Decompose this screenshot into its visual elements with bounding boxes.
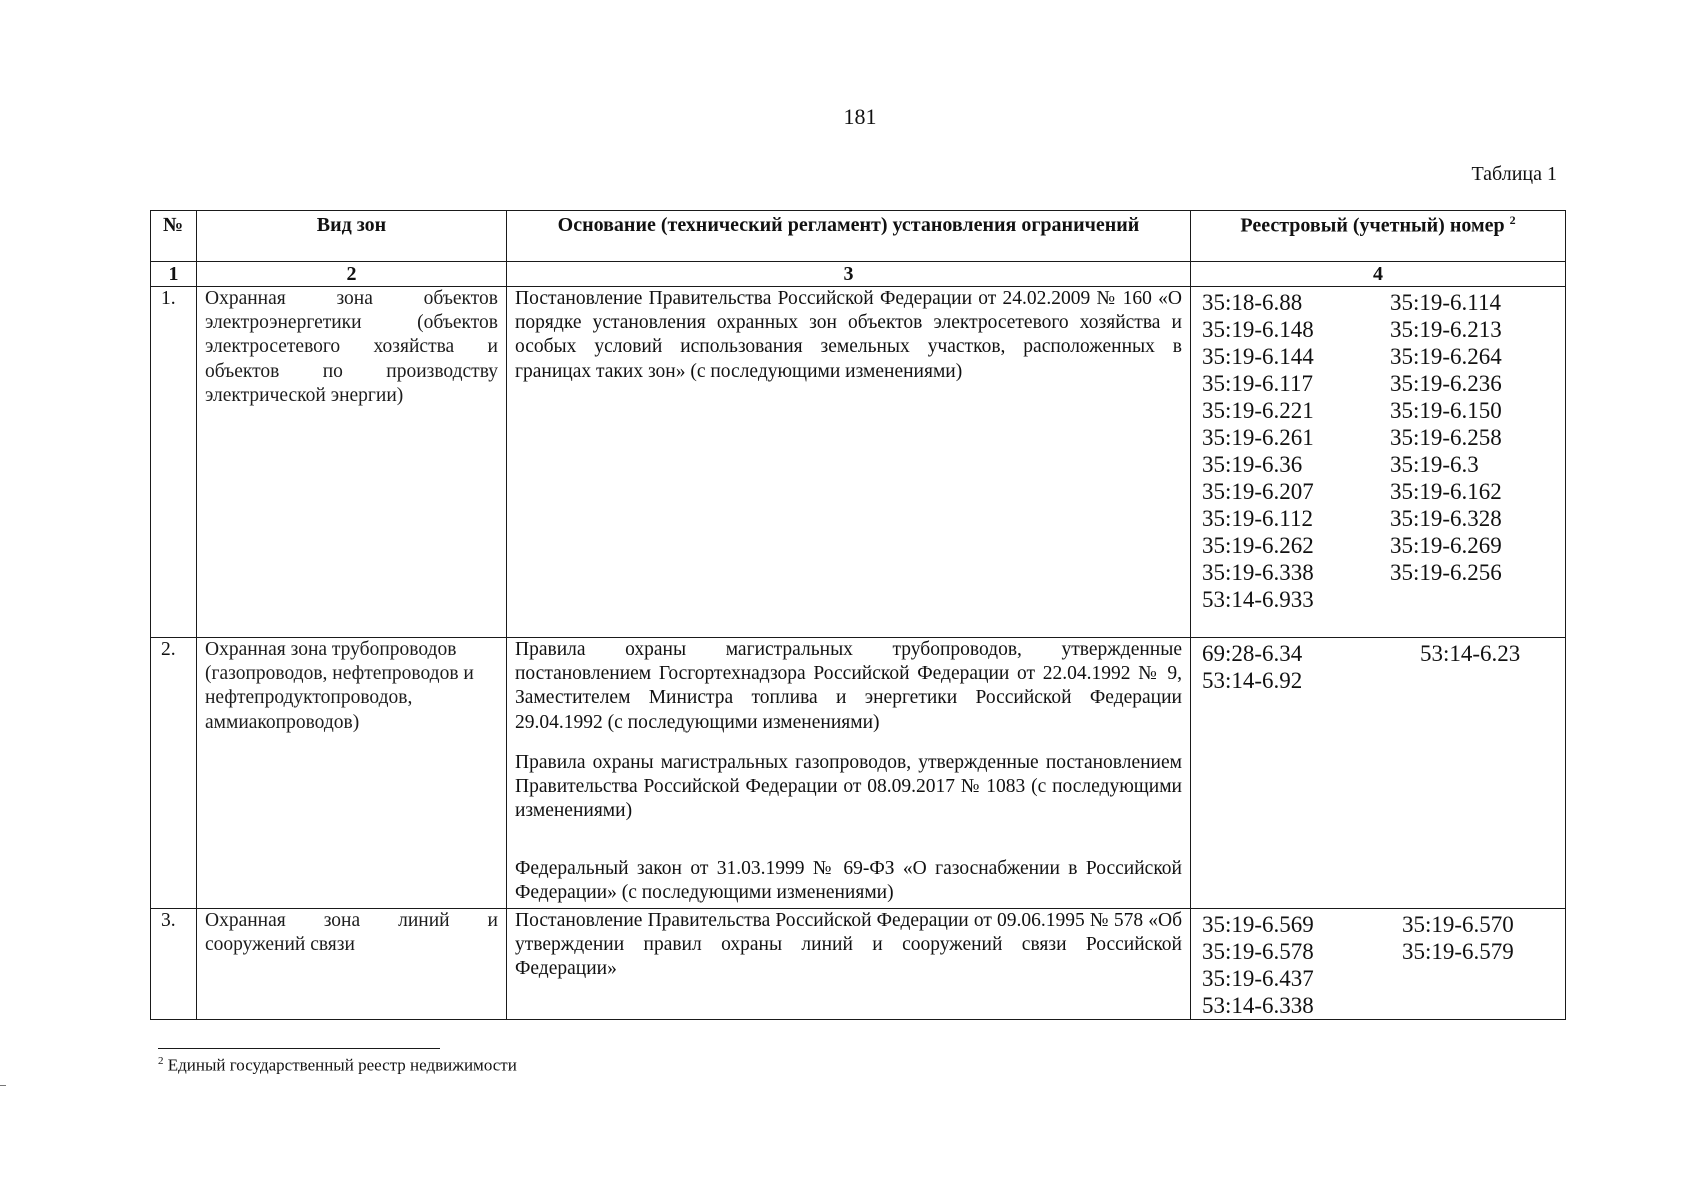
registry-number: 69:28-6.34 [1202,641,1303,666]
basis-paragraph: Постановление Правительства Российской Федерации от 24.02.2009 № 160 «О порядке установления охранных зон объектов электросетевого хозяйства и особых условий использования земельных участков, расположенных в границах таких зон» (с последующими изменениями) [515,288,1182,382]
column-index-1: 1 [151,262,197,287]
basis-cell [507,909,1191,1020]
registry-number [1420,667,1557,694]
footnote-divider [158,1048,440,1049]
registry-number: 53:14-6.338 [1202,993,1314,1018]
row-number: 1. [151,287,197,638]
registry-number: 35:19-6.112 [1202,506,1313,531]
table-row [151,638,1566,909]
column-index-row [151,262,1566,287]
basis-paragraph: Правила охраны магистральных трубопроводов, утвержденные постановлением Госгортехнадзора Российской Федерации от 22.04.1992 № 9, Заместителем Министра топлива и энергетики Российской Федерации 29.04.1992 (с последующими изменениями) [515,639,1182,733]
restrictions-table [150,210,1566,1020]
header-registry-label: Реестровый (учетный) номер [1240,214,1505,237]
registry-number: 35:19-6.148 [1202,317,1314,342]
registry-number: 35:19-6.236 [1390,371,1502,396]
registry-number: 35:19-6.579 [1402,939,1514,964]
registry-number: 35:19-6.114 [1390,290,1501,315]
column-index-3: 3 [507,262,1191,287]
registry-number: 35:19-6.261 [1202,425,1314,450]
registry-number: 35:19-6.258 [1390,425,1502,450]
registry-cell [1191,638,1566,909]
registry-number: 35:19-6.338 [1202,560,1314,585]
registry-number: 35:19-6.150 [1390,398,1502,423]
basis-cell [507,287,1191,638]
zone-type-cell: Охранная зона трубопроводов (газопроводов, нефтепроводов и нефтепродуктопроводов, аммиакопроводов) [197,638,507,909]
registry-number [1390,586,1557,613]
row-number: 3. [151,909,197,1020]
header-zone-type: Вид зон [197,211,507,262]
header-basis: Основание (технический регламент) установления ограничений [507,211,1191,262]
registry-number: 53:14-6.23 [1420,641,1521,666]
registry-number: 35:19-6.437 [1202,966,1314,991]
registry-number: 35:19-6.256 [1390,560,1502,585]
footnote-marker: 2 [158,1055,164,1067]
registry-number: 35:19-6.207 [1202,479,1314,504]
basis-paragraph: Федеральный закон от 31.03.1999 № 69-ФЗ «О газоснабжении в Российской Федерации» (с последующими изменениями) [515,858,1182,904]
registry-cell [1191,287,1566,638]
zone-type-cell: Охранная зона объектов электроэнергетики (объектов электросетевого хозяйства и объектов по производству электрической энергии) [197,287,507,638]
column-index-4: 4 [1191,262,1566,287]
registry-number: 53:14-6.92 [1202,668,1303,693]
registry-list [1199,287,1557,613]
header-registry [1191,211,1566,262]
table-row [151,909,1566,1020]
registry-number: 35:19-6.269 [1390,533,1502,558]
registry-cell [1191,909,1566,1020]
registry-number: 35:19-6.213 [1390,317,1502,342]
scan-edge-mark [0,1085,6,1086]
header-num: № [151,211,197,262]
registry-number: 35:19-6.264 [1390,344,1502,369]
row-number: 2. [151,638,197,909]
registry-number: 35:19-6.262 [1202,533,1314,558]
registry-number: 35:19-6.117 [1202,371,1313,396]
registry-number [1402,992,1557,1019]
registry-number: 35:19-6.570 [1402,912,1514,937]
registry-number: 35:19-6.569 [1202,912,1314,937]
header-registry-footnote-marker: 2 [1509,213,1516,227]
basis-paragraph: Правила охраны магистральных газопроводов, утвержденные постановлением Правительства Российской Федерации от 08.09.2017 № 1083 (с последующими изменениями) [515,751,1182,822]
zone-type-cell: Охранная зона линий и сооружений связи [197,909,507,1020]
registry-number: 35:19-6.221 [1202,398,1314,423]
footnote [158,1055,517,1076]
registry-number: 35:19-6.36 [1202,452,1303,477]
column-index-2: 2 [197,262,507,287]
basis-cell [507,638,1191,909]
footnote-text: Единый государственный реестр недвижимости [167,1055,517,1075]
registry-number: 35:19-6.328 [1390,506,1502,531]
registry-number: 35:19-6.144 [1202,344,1314,369]
registry-number [1402,965,1557,992]
registry-number: 35:19-6.162 [1390,479,1502,504]
registry-number: 53:14-6.933 [1202,587,1314,612]
registry-list [1199,909,1557,1019]
page-number: 181 [843,104,877,129]
table-caption: Таблица 1 [1471,163,1557,185]
registry-number: 35:18-6.88 [1202,290,1303,315]
basis-paragraph: Постановление Правительства Российской Федерации от 09.06.1995 № 578 «Об утверждении правил охраны линий и сооружений связи Российской Федерации» [515,910,1182,980]
registry-list [1199,638,1557,694]
registry-number: 35:19-6.578 [1202,939,1314,964]
table-header-row [151,211,1566,262]
registry-number: 35:19-6.3 [1390,452,1479,477]
table-row [151,287,1566,638]
